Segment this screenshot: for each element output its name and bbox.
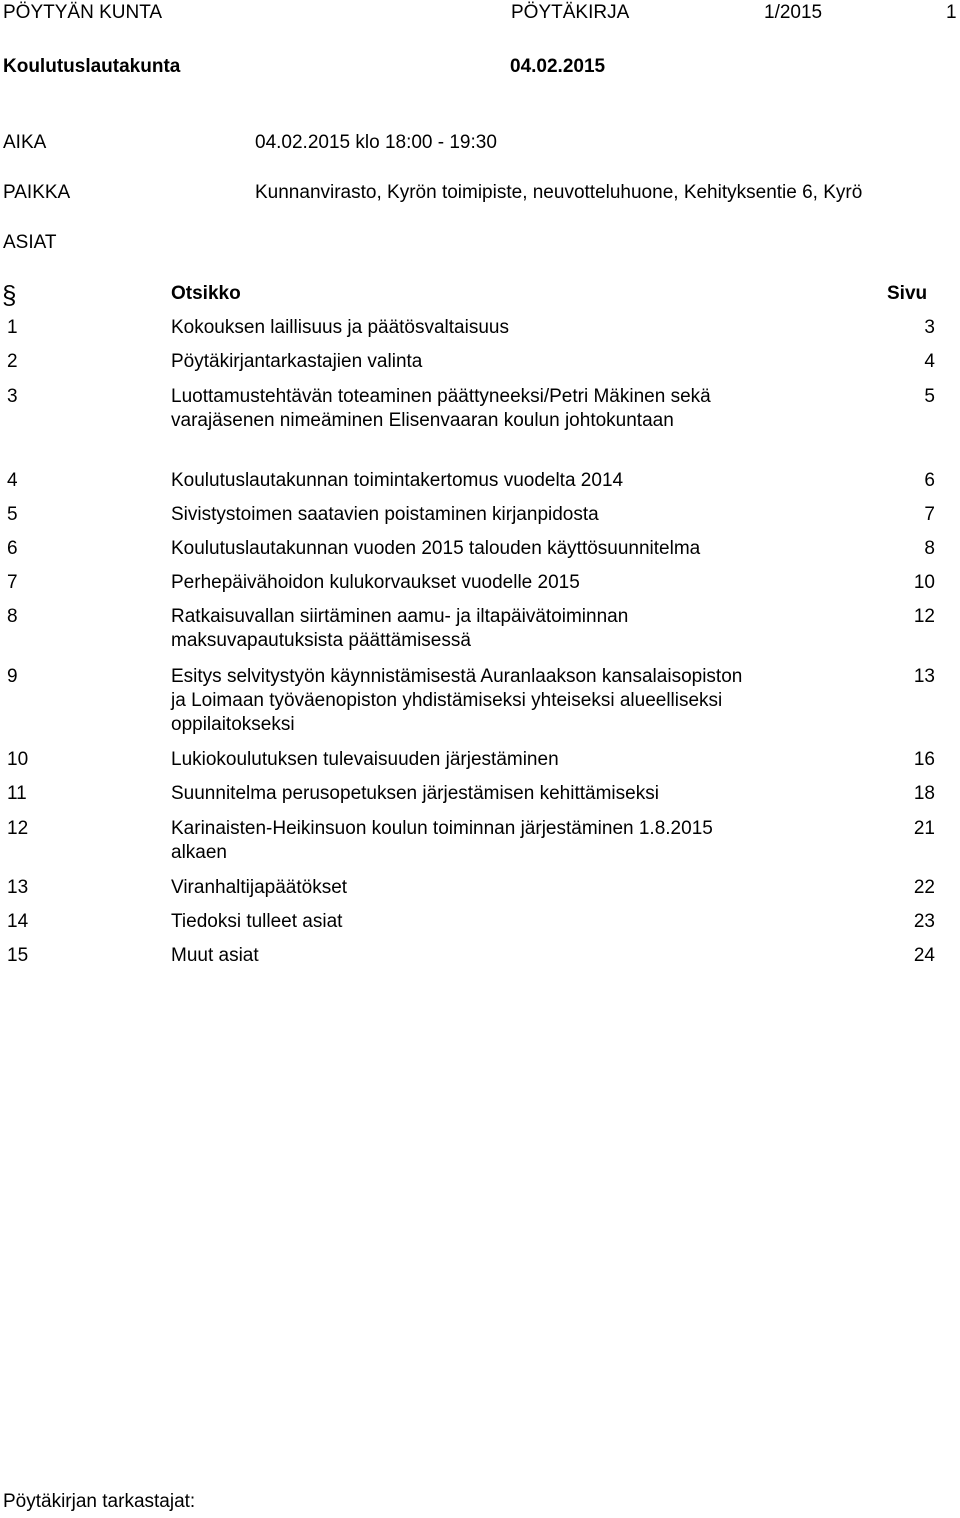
toc-item-title: Karinaisten-Heikinsuon koulun toiminnan järjestäminen 1.8.2015 alkaen (171, 818, 713, 863)
toc-item-number: 9 (7, 666, 18, 687)
toc-item-number: 15 (7, 945, 29, 966)
toc-item-title: Koulutuslautakunnan toimintakertomus vuodelta 2014 (171, 470, 624, 491)
toc-item-number: 1 (7, 317, 18, 338)
section-sign-icon: § (2, 280, 17, 310)
toc-item-page: 10 (913, 572, 935, 593)
toc-item-number: 7 (7, 572, 18, 593)
toc-item-page: 22 (913, 877, 935, 898)
toc-item-title: Suunnitelma perusopetuksen järjestämisen kehittämiseksi (171, 783, 659, 804)
toc-item-page: 12 (913, 606, 935, 627)
toc-item-number: 5 (7, 504, 18, 525)
toc-item-title: Ratkaisuvallan siirtäminen aamu- ja iltapäivätoiminnan maksuvapautuksista päättämisessä (171, 606, 629, 651)
municipality-name: PÖYTYÄN KUNTA (3, 2, 163, 23)
page-number: 1 (946, 2, 957, 23)
meeting-date: 04.02.2015 (510, 56, 606, 77)
toc-item-number: 2 (7, 351, 18, 372)
time-value: 04.02.2015 klo 18:00 - 19:30 (255, 132, 497, 153)
toc-item-page: 13 (913, 666, 935, 687)
toc-item-page: 18 (913, 783, 935, 804)
toc-item-page: 5 (924, 386, 935, 407)
toc-item-title: Luottamustehtävän toteaminen päättyneeksi/Petri Mäkinen sekä varajäsenen nimeäminen Elisenvaaran koulun johtokuntaan (171, 386, 711, 431)
document-type: PÖYTÄKIRJA (511, 2, 630, 23)
toc-item-number: 13 (7, 877, 29, 898)
toc-item-number: 4 (7, 470, 18, 491)
place-value: Kunnanvirasto, Kyrön toimipiste, neuvotteluhuone, Kehityksentie 6, Kyrö (255, 182, 863, 203)
board-name: Koulutuslautakunta (3, 56, 181, 77)
toc-item-title: Esitys selvitystyön käynnistämisestä Auranlaakson kansalaisopiston ja Loimaan työväenopiston yhdistämiseksi yhteiseksi alueelliseksi oppilaitokseksi (171, 666, 743, 735)
toc-item-title: Kokouksen laillisuus ja päätösvaltaisuus (171, 317, 509, 338)
toc-item-number: 10 (7, 749, 29, 770)
time-label: AIKA (3, 132, 47, 153)
toc-item-page: 23 (913, 911, 935, 932)
toc-item-page: 24 (913, 945, 935, 966)
toc-title-header: Otsikko (171, 283, 241, 304)
toc-item-title: Viranhaltijapäätökset (171, 877, 348, 898)
document-number: 1/2015 (764, 2, 823, 23)
toc-item-number: 8 (7, 606, 18, 627)
toc-item-number: 6 (7, 538, 18, 559)
toc-item-number: 12 (7, 818, 29, 839)
items-label: ASIAT (3, 232, 57, 253)
toc-item-title: Sivistystoimen saatavien poistaminen kirjanpidosta (171, 504, 599, 525)
toc-item-title: Koulutuslautakunnan vuoden 2015 talouden käyttösuunnitelma (171, 538, 701, 559)
toc-item-page: 8 (924, 538, 935, 559)
toc-item-title: Tiedoksi tulleet asiat (171, 911, 343, 932)
toc-item-page: 6 (924, 470, 935, 491)
toc-item-page: 16 (913, 749, 935, 770)
toc-item-number: 3 (7, 386, 18, 407)
toc-item-page: 3 (924, 317, 935, 338)
toc-item-title: Perhepäivähoidon kulukorvaukset vuodelle 2015 (171, 572, 580, 593)
toc-item-title: Muut asiat (171, 945, 259, 966)
toc-item-page: 7 (924, 504, 935, 525)
place-label: PAIKKA (3, 182, 71, 203)
inspectors-label: Pöytäkirjan tarkastajat: (3, 1491, 196, 1512)
toc-item-page: 4 (924, 351, 935, 372)
toc-item-number: 11 (7, 783, 27, 804)
toc-item-number: 14 (7, 911, 29, 932)
toc-item-title: Pöytäkirjantarkastajien valinta (171, 351, 423, 372)
toc-page-header: Sivu (887, 283, 928, 304)
toc-item-title: Lukiokoulutuksen tulevaisuuden järjestäminen (171, 749, 559, 770)
toc-item-page: 21 (913, 818, 935, 839)
